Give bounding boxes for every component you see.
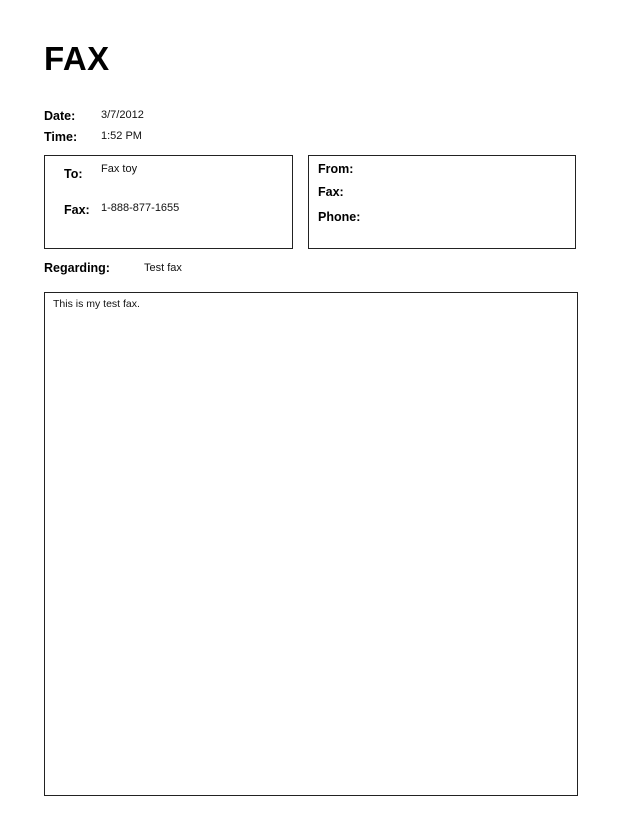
to-label: To: [64, 167, 83, 181]
time-label: Time: [44, 130, 78, 144]
recipient-box [44, 155, 293, 249]
phone-label: Phone: [318, 210, 361, 224]
regarding-value: Test fax [144, 262, 182, 274]
regarding-label: Regarding: [44, 261, 110, 275]
message-box [44, 292, 578, 796]
recipient-fax-label: Fax: [64, 203, 90, 217]
sender-box [308, 155, 576, 249]
to-value: Fax toy [101, 163, 138, 175]
date-label: Date: [44, 109, 76, 123]
time-value: 1:52 PM [101, 130, 142, 142]
recipient-fax-value: 1-888-877-1655 [101, 202, 180, 214]
page-title: FAX [44, 40, 110, 77]
sender-fax-label: Fax: [318, 185, 344, 199]
from-label: From: [318, 162, 354, 176]
message-body: This is my test fax. [53, 298, 140, 310]
date-value: 3/7/2012 [101, 109, 144, 121]
